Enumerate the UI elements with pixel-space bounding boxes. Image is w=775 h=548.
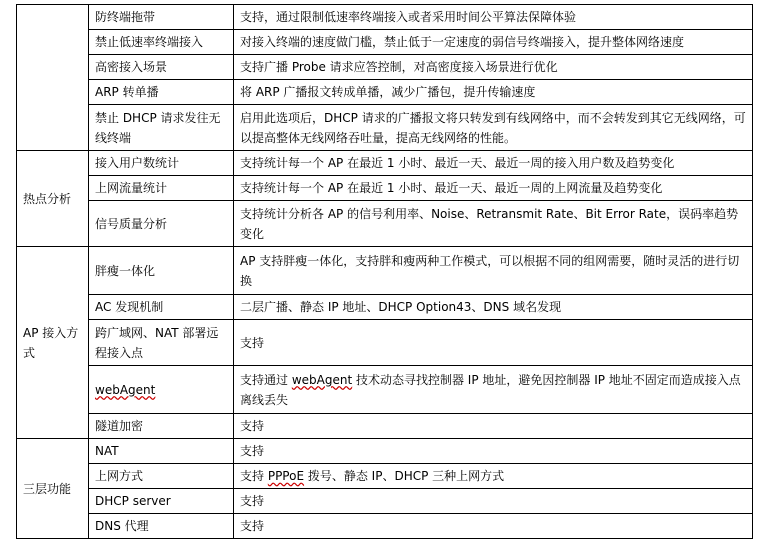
category-cell-blank bbox=[17, 5, 89, 151]
table-row bbox=[17, 105, 753, 151]
feature-cell: 隧道加密 bbox=[89, 414, 234, 439]
description-cell: AP 支持胖瘦一体化，支持胖和瘦两种工作模式，可以根据不同的组网需要，随时灵活的进行切换 bbox=[234, 247, 753, 295]
feature-cell: 跨广域网、NAT 部署远程接入点 bbox=[89, 320, 234, 366]
table-row bbox=[17, 414, 753, 439]
feature-cell: DNS 代理 bbox=[89, 514, 234, 539]
table-row bbox=[17, 464, 753, 489]
description-text: 支持 bbox=[240, 469, 268, 483]
feature-cell: 胖瘦一体化 bbox=[89, 247, 234, 295]
table-row bbox=[17, 30, 753, 55]
table-row bbox=[17, 366, 753, 414]
table-row bbox=[17, 176, 753, 201]
description-cell: 支持 bbox=[234, 489, 753, 514]
category-cell: 三层功能 bbox=[17, 439, 89, 539]
description-text: 拨号、静态 IP、DHCP 三种上网方式 bbox=[304, 469, 505, 483]
description-text: 支持通过 bbox=[240, 372, 292, 387]
feature-cell: NAT bbox=[89, 439, 234, 464]
feature-text: webAgent bbox=[95, 382, 156, 397]
feature-cell: 上网方式 bbox=[89, 464, 234, 489]
feature-cell: 接入用户数统计 bbox=[89, 151, 234, 176]
description-cell: 支持 bbox=[234, 514, 753, 539]
description-text: 技术动态寻找控制器 IP 地址，避免因控制器 IP 地址不固定而造成接入点离线丢失 bbox=[240, 372, 741, 407]
description-cell: 支持统计每一个 AP 在最近 1 小时、最近一天、最近一周的接入用户数及趋势变化 bbox=[234, 151, 753, 176]
table-row bbox=[17, 80, 753, 105]
table-row bbox=[17, 247, 753, 295]
table-row bbox=[17, 439, 753, 464]
description-cell: 二层广播、静态 IP 地址、DHCP Option43、DNS 域名发现 bbox=[234, 295, 753, 320]
table-row bbox=[17, 5, 753, 30]
feature-cell: 防终端拖带 bbox=[89, 5, 234, 30]
table-row bbox=[17, 55, 753, 80]
table-row bbox=[17, 201, 753, 247]
category-cell: 热点分析 bbox=[17, 151, 89, 247]
description-cell: 支持广播 Probe 请求应答控制，对高密度接入场景进行优化 bbox=[234, 55, 753, 80]
feature-cell: AC 发现机制 bbox=[89, 295, 234, 320]
feature-cell bbox=[89, 366, 234, 414]
description-text: webAgent bbox=[291, 372, 353, 387]
feature-cell: 禁止低速率终端接入 bbox=[89, 30, 234, 55]
feature-cell: 高密接入场景 bbox=[89, 55, 234, 80]
description-cell bbox=[234, 366, 753, 414]
category-cell: AP 接入方式 bbox=[17, 247, 89, 439]
description-cell bbox=[234, 464, 753, 489]
description-text: PPPoE bbox=[267, 469, 305, 483]
feature-cell: DHCP server bbox=[89, 489, 234, 514]
feature-cell: 禁止 DHCP 请求发往无线终端 bbox=[89, 105, 234, 151]
table-row bbox=[17, 489, 753, 514]
feature-cell: 上网流量统计 bbox=[89, 176, 234, 201]
table-row bbox=[17, 295, 753, 320]
table-row bbox=[17, 151, 753, 176]
description-cell: 支持统计分析各 AP 的信号利用率、Noise、Retransmit Rate、Bit Error Rate，误码率趋势变化 bbox=[234, 201, 753, 247]
description-cell: 支持，通过限制低速率终端接入或者采用时间公平算法保障体验 bbox=[234, 5, 753, 30]
description-cell: 将 ARP 广播报文转成单播，减少广播包，提升传输速度 bbox=[234, 80, 753, 105]
description-cell: 支持 bbox=[234, 320, 753, 366]
table-row bbox=[17, 514, 753, 539]
spec-table bbox=[16, 4, 753, 539]
description-cell: 支持统计每一个 AP 在最近 1 小时、最近一天、最近一周的上网流量及趋势变化 bbox=[234, 176, 753, 201]
feature-cell: ARP 转单播 bbox=[89, 80, 234, 105]
description-cell: 支持 bbox=[234, 414, 753, 439]
description-cell: 对接入终端的速度做门槛，禁止低于一定速度的弱信号终端接入，提升整体网络速度 bbox=[234, 30, 753, 55]
description-cell: 支持 bbox=[234, 439, 753, 464]
feature-cell: 信号质量分析 bbox=[89, 201, 234, 247]
table-row bbox=[17, 320, 753, 366]
description-cell: 启用此选项后，DHCP 请求的广播报文将只转发到有线网络中，而不会转发到其它无线网络，可以提高整体无线网络吞吐量，提高无线网络的性能。 bbox=[234, 105, 753, 151]
